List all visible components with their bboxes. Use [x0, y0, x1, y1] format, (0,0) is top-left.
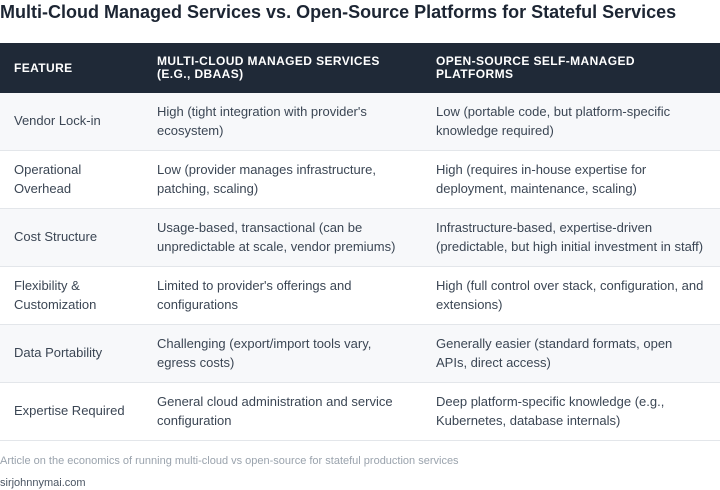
open-source-cell: Low (portable code, but platform-specific knowledge required) — [422, 93, 720, 151]
column-header-managed-services: MULTI-CLOUD MANAGED SERVICES (E.G., DBAAS) — [143, 43, 422, 93]
feature-cell: Vendor Lock-in — [0, 93, 143, 151]
table-row — [0, 325, 720, 383]
open-source-cell: Deep platform-specific knowledge (e.g., Kubernetes, database internals) — [422, 383, 720, 441]
table-body — [0, 93, 720, 441]
feature-cell: Operational Overhead — [0, 151, 143, 209]
comparison-table — [0, 43, 720, 441]
open-source-cell: High (requires in-house expertise for deployment, maintenance, scaling) — [422, 151, 720, 209]
feature-cell: Cost Structure — [0, 209, 143, 267]
managed-cell: High (tight integration with provider's ecosystem) — [143, 93, 422, 151]
source-link[interactable]: sirjohnnymai.com — [0, 477, 86, 489]
managed-cell: Limited to provider's offerings and configurations — [143, 267, 422, 325]
table-header — [0, 43, 720, 93]
open-source-cell: High (full control over stack, configuration, and extensions) — [422, 267, 720, 325]
figure-caption: Article on the economics of running multi-cloud vs open-source for stateful production services — [0, 455, 459, 467]
managed-cell: Usage-based, transactional (can be unpredictable at scale, vendor premiums) — [143, 209, 422, 267]
open-source-cell: Generally easier (standard formats, open APIs, direct access) — [422, 325, 720, 383]
open-source-cell: Infrastructure-based, expertise-driven (predictable, but high initial investment in staff) — [422, 209, 720, 267]
column-header-open-source: OPEN-SOURCE SELF-MANAGED PLATFORMS — [422, 43, 720, 93]
page-title: Multi-Cloud Managed Services vs. Open-Source Platforms for Stateful Services — [0, 2, 677, 22]
column-header-feature: FEATURE — [0, 43, 143, 93]
table-row — [0, 267, 720, 325]
feature-cell: Expertise Required — [0, 383, 143, 441]
table-row — [0, 151, 720, 209]
managed-cell: General cloud administration and service configuration — [143, 383, 422, 441]
table-row — [0, 383, 720, 441]
table-row — [0, 93, 720, 151]
feature-cell: Flexibility & Customization — [0, 267, 143, 325]
managed-cell: Low (provider manages infrastructure, patching, scaling) — [143, 151, 422, 209]
header-row — [0, 43, 720, 93]
feature-cell: Data Portability — [0, 325, 143, 383]
table-row — [0, 209, 720, 267]
managed-cell: Challenging (export/import tools vary, egress costs) — [143, 325, 422, 383]
